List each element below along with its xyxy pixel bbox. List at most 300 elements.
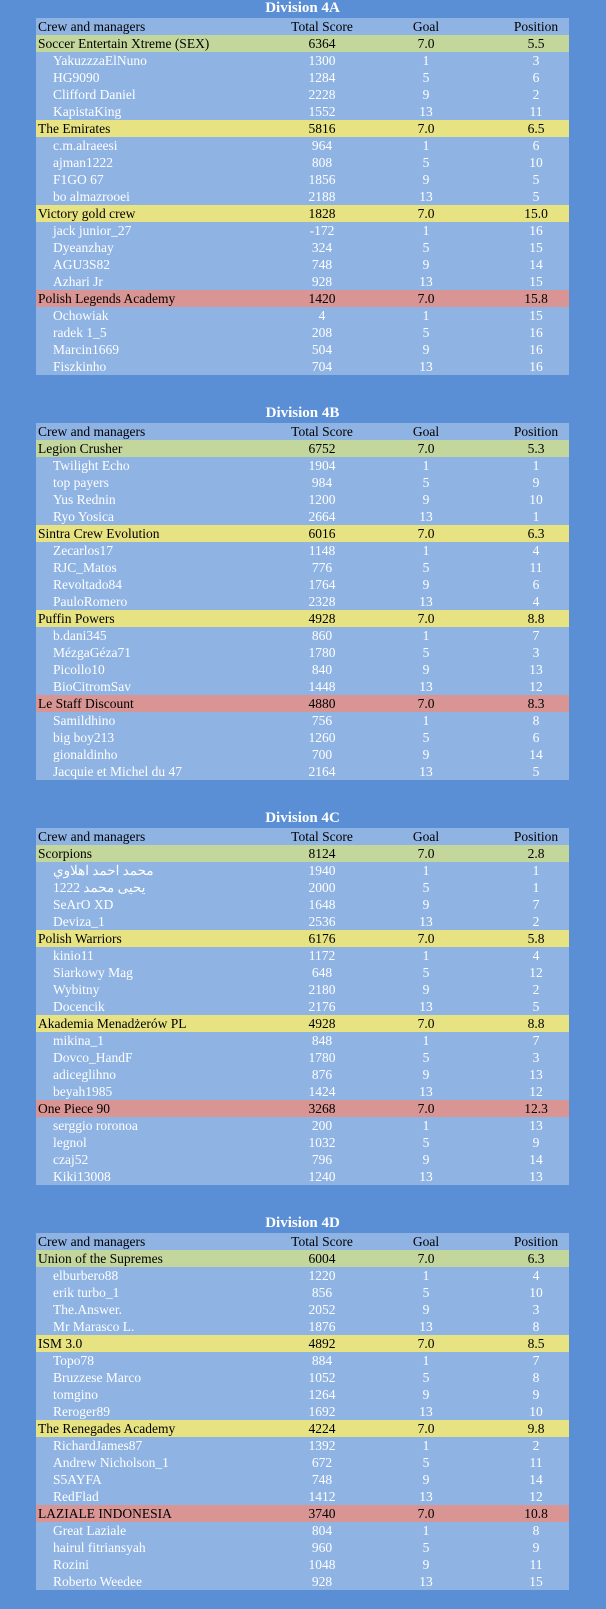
player-goal: 13 (419, 679, 433, 694)
player-row (36, 678, 569, 695)
team-score: 4928 (308, 611, 336, 626)
division-title: Division 4D (265, 1215, 340, 1231)
player-goal: 13 (419, 359, 433, 374)
header-name: Crew and managers (38, 1234, 146, 1249)
player-name: Ryo Yosica (53, 509, 114, 524)
team-goal: 7.0 (417, 121, 435, 136)
player-row (36, 307, 569, 324)
player-name: Andrew Nicholson_1 (53, 1455, 169, 1470)
player-name: c.m.alraeesi (53, 138, 118, 153)
header-goal: Goal (412, 424, 440, 439)
player-row (36, 358, 569, 375)
player-goal: 9 (422, 747, 430, 762)
player-position: 16 (529, 359, 543, 374)
player-row (36, 324, 569, 341)
player-row (36, 103, 569, 120)
header-score: Total Score (291, 424, 353, 439)
player-row (36, 542, 569, 559)
player-score: 2328 (308, 594, 336, 609)
player-position: 7 (532, 897, 540, 912)
player-name: Azhari Jr (53, 274, 103, 289)
player-position: 5 (532, 172, 540, 187)
player-position: 10 (529, 1404, 543, 1419)
header-position: Position (513, 1234, 559, 1249)
team-position: 5.3 (527, 441, 545, 456)
player-position: 6 (532, 730, 540, 745)
player-row (36, 1267, 569, 1284)
player-row (36, 896, 569, 913)
player-score: 2228 (308, 87, 336, 102)
player-name: BioCitromSav (53, 679, 132, 694)
player-goal: 1 (422, 138, 430, 153)
player-row (36, 661, 569, 678)
team-name: The Renegades Academy (38, 1421, 176, 1436)
player-position: 14 (529, 257, 543, 272)
player-position: 2 (532, 914, 540, 929)
player-position: 8 (532, 713, 540, 728)
player-goal: 5 (422, 1050, 430, 1065)
team-position: 10.8 (524, 1506, 548, 1521)
player-score: 2052 (308, 1302, 336, 1317)
team-row (36, 1335, 569, 1352)
player-position: 6 (532, 138, 540, 153)
team-position: 9.8 (527, 1421, 545, 1436)
team-name: Akademia Menadżerów PL (38, 1016, 187, 1031)
player-row (36, 508, 569, 525)
player-goal: 1 (422, 1268, 430, 1283)
team-row (36, 440, 569, 457)
player-goal: 13 (419, 1169, 433, 1184)
team-name: Victory gold crew (38, 206, 136, 221)
team-position: 2.8 (527, 846, 545, 861)
player-row (36, 559, 569, 576)
player-goal: 9 (422, 172, 430, 187)
team-name: One Piece 90 (38, 1101, 110, 1116)
division-table (36, 1215, 569, 1590)
player-row (36, 1168, 569, 1185)
player-position: 13 (529, 662, 543, 677)
player-name: Fiszkinho (53, 359, 107, 374)
player-row (36, 1539, 569, 1556)
player-score: 860 (311, 628, 333, 643)
player-goal: 9 (422, 1152, 430, 1167)
player-score: 1200 (308, 492, 336, 507)
player-name: hairul fitriansyah (53, 1540, 146, 1555)
team-row (36, 525, 569, 542)
player-row (36, 1403, 569, 1420)
player-position: 9 (532, 1135, 540, 1150)
player-position: 8 (532, 1370, 540, 1385)
team-goal: 7.0 (417, 36, 435, 51)
player-name: Rozini (53, 1557, 89, 1572)
player-row (36, 627, 569, 644)
header-name: Crew and managers (38, 829, 146, 844)
player-score: 2180 (308, 982, 336, 997)
player-score: 804 (311, 1523, 333, 1538)
player-score: 776 (311, 560, 333, 575)
player-name: Clifford Daniel (53, 87, 136, 102)
player-row (36, 1369, 569, 1386)
player-name: Ochowiak (53, 308, 109, 323)
player-row (36, 1301, 569, 1318)
player-score: 2664 (308, 509, 336, 524)
player-name: Dovco_HandF (53, 1050, 133, 1065)
player-row (36, 947, 569, 964)
player-position: 12 (529, 679, 543, 694)
player-score: 856 (311, 1285, 333, 1300)
player-name: adiceglihno (53, 1067, 116, 1082)
header-score: Total Score (291, 19, 353, 34)
player-name: mikina_1 (53, 1033, 104, 1048)
player-name: Siarkowy Mag (53, 965, 133, 980)
player-goal: 5 (422, 325, 430, 340)
player-position: 16 (529, 223, 543, 238)
player-goal: 9 (422, 662, 430, 677)
player-score: 208 (311, 325, 333, 340)
player-position: 14 (529, 1152, 543, 1167)
player-goal: 9 (422, 1387, 430, 1402)
player-position: 4 (532, 1268, 540, 1283)
division-title: Division 4B (265, 405, 340, 421)
player-row (36, 576, 569, 593)
player-goal: 9 (422, 897, 430, 912)
player-goal: 1 (422, 458, 430, 473)
player-score: 1300 (308, 53, 336, 68)
player-name: Zecarlos17 (53, 543, 113, 558)
player-goal: 1 (422, 1438, 430, 1453)
team-name: Polish Legends Academy (38, 291, 176, 306)
header-goal: Goal (412, 1234, 440, 1249)
player-goal: 5 (422, 560, 430, 575)
player-name: bo almazrooei (53, 189, 130, 204)
player-goal: 5 (422, 1455, 430, 1470)
team-score: 6016 (308, 526, 336, 541)
player-name: b.dani345 (53, 628, 107, 643)
player-goal: 1 (422, 948, 430, 963)
player-row (36, 222, 569, 239)
player-position: 7 (532, 1353, 540, 1368)
team-row (36, 1505, 569, 1522)
player-score: 960 (311, 1540, 333, 1555)
player-goal: 5 (422, 70, 430, 85)
player-row (36, 1117, 569, 1134)
player-score: 1392 (308, 1438, 336, 1453)
player-position: 6 (532, 577, 540, 592)
team-goal: 7.0 (417, 1506, 435, 1521)
player-score: 1552 (308, 104, 336, 119)
player-position: 5 (532, 764, 540, 779)
player-row (36, 746, 569, 763)
player-row (36, 1573, 569, 1590)
team-goal: 7.0 (417, 526, 435, 541)
player-name: KapistaKing (53, 104, 122, 119)
player-score: 1424 (308, 1084, 336, 1099)
player-goal: 13 (419, 1319, 433, 1334)
player-position: 1 (532, 509, 540, 524)
player-position: 16 (529, 342, 543, 357)
player-score: 1780 (308, 1050, 336, 1065)
player-score: 1220 (308, 1268, 336, 1283)
player-goal: 9 (422, 1557, 430, 1572)
player-name: tomgino (53, 1387, 99, 1402)
player-goal: 13 (419, 594, 433, 609)
player-score: 1856 (308, 172, 336, 187)
team-row (36, 845, 569, 862)
player-position: 3 (532, 1050, 540, 1065)
player-position: 10 (529, 492, 543, 507)
player-name: gionaldinho (53, 747, 118, 762)
player-score: 2188 (308, 189, 336, 204)
player-name: Samildhino (53, 713, 116, 728)
player-position: 11 (529, 560, 543, 575)
team-goal: 7.0 (417, 931, 435, 946)
team-score: 4224 (308, 1421, 336, 1436)
table-header (36, 828, 569, 845)
player-row (36, 1151, 569, 1168)
player-row (36, 52, 569, 69)
player-name: kinio11 (53, 948, 94, 963)
player-row (36, 1066, 569, 1083)
player-score: 876 (311, 1067, 333, 1082)
player-row (36, 491, 569, 508)
player-position: 15 (529, 308, 543, 323)
player-position: 11 (529, 1455, 543, 1470)
player-name: top payers (53, 475, 109, 490)
player-name: Yus Rednin (53, 492, 116, 507)
player-position: 11 (529, 104, 543, 119)
player-row (36, 1454, 569, 1471)
player-goal: 13 (419, 764, 433, 779)
player-score: 704 (311, 359, 333, 374)
team-row (36, 930, 569, 947)
team-goal: 7.0 (417, 206, 435, 221)
team-score: 1828 (308, 206, 336, 221)
player-row (36, 729, 569, 746)
player-score: -172 (309, 223, 335, 238)
team-score: 8124 (308, 846, 336, 861)
player-name: radek 1_5 (53, 325, 107, 340)
header-goal: Goal (412, 829, 440, 844)
player-position: 3 (532, 1302, 540, 1317)
player-goal: 9 (422, 1067, 430, 1082)
team-name: The Emirates (38, 121, 111, 136)
team-row (36, 290, 569, 307)
player-position: 8 (532, 1523, 540, 1538)
player-goal: 13 (419, 999, 433, 1014)
header-position: Position (513, 829, 559, 844)
team-goal: 7.0 (417, 1101, 435, 1116)
player-row (36, 763, 569, 780)
division-title: Division 4A (265, 0, 340, 16)
player-goal: 5 (422, 730, 430, 745)
player-goal: 1 (422, 223, 430, 238)
player-goal: 13 (419, 1084, 433, 1099)
player-goal: 5 (422, 1370, 430, 1385)
team-goal: 7.0 (417, 696, 435, 711)
player-score: 984 (311, 475, 333, 490)
player-score: 1764 (308, 577, 336, 592)
player-row (36, 913, 569, 930)
player-row (36, 1471, 569, 1488)
header-position: Position (513, 19, 559, 34)
player-position: 15 (529, 274, 543, 289)
team-score: 6364 (308, 36, 336, 51)
team-score: 6752 (308, 441, 336, 456)
player-row (36, 1386, 569, 1403)
division-title: Division 4C (265, 810, 340, 826)
team-position: 12.3 (524, 1101, 548, 1116)
team-name: Union of the Supremes (38, 1251, 163, 1266)
player-position: 9 (532, 475, 540, 490)
player-row (36, 137, 569, 154)
player-position: 2 (532, 1438, 540, 1453)
team-row (36, 1420, 569, 1437)
player-score: 848 (311, 1033, 333, 1048)
team-name: Le Staff Discount (38, 696, 134, 711)
player-goal: 13 (419, 104, 433, 119)
player-position: 10 (529, 1285, 543, 1300)
player-score: 748 (311, 1472, 333, 1487)
player-position: 3 (532, 53, 540, 68)
player-score: 1904 (308, 458, 336, 473)
team-name: Soccer Entertain Xtreme (SEX) (38, 36, 210, 51)
player-position: 6 (532, 70, 540, 85)
player-score: 1264 (308, 1387, 336, 1402)
player-goal: 1 (422, 1033, 430, 1048)
player-score: 2000 (308, 880, 336, 895)
player-name: SeArO XD (53, 897, 114, 912)
team-name: Scorpions (38, 846, 92, 861)
player-row (36, 86, 569, 103)
player-row (36, 998, 569, 1015)
player-name: erik turbo_1 (53, 1285, 120, 1300)
player-score: 1648 (308, 897, 336, 912)
player-name: The.Answer. (53, 1302, 122, 1317)
player-row (36, 1318, 569, 1335)
division-table (36, 0, 569, 375)
player-goal: 9 (422, 982, 430, 997)
player-name: ajman1222 (53, 155, 113, 170)
player-row (36, 474, 569, 491)
player-score: 1032 (308, 1135, 336, 1150)
player-row (36, 879, 569, 896)
player-score: 796 (311, 1152, 333, 1167)
team-goal: 7.0 (417, 1251, 435, 1266)
player-position: 1 (532, 863, 540, 878)
player-score: 1692 (308, 1404, 336, 1419)
player-score: 1260 (308, 730, 336, 745)
player-position: 15 (529, 1574, 543, 1589)
player-position: 7 (532, 1033, 540, 1048)
player-name: czaj52 (53, 1152, 89, 1167)
team-goal: 7.0 (417, 846, 435, 861)
player-score: 808 (311, 155, 333, 170)
player-goal: 9 (422, 87, 430, 102)
player-name: legnol (53, 1135, 87, 1150)
team-position: 8.8 (527, 611, 545, 626)
team-row (36, 35, 569, 52)
player-row (36, 1556, 569, 1573)
player-goal: 5 (422, 1135, 430, 1150)
player-name: Twilight Echo (53, 458, 130, 473)
player-name: RichardJames87 (53, 1438, 143, 1453)
player-name: Docencik (53, 999, 105, 1014)
player-score: 1940 (308, 863, 336, 878)
player-goal: 1 (422, 628, 430, 643)
player-position: 14 (529, 1472, 543, 1487)
player-position: 12 (529, 1084, 543, 1099)
team-position: 15.0 (524, 206, 548, 221)
player-name: MézgaGéza71 (53, 645, 131, 660)
team-row (36, 120, 569, 137)
team-score: 3268 (308, 1101, 336, 1116)
player-score: 1448 (308, 679, 336, 694)
team-position: 6.3 (527, 526, 545, 541)
player-position: 10 (529, 155, 543, 170)
player-position: 16 (529, 325, 543, 340)
player-name: Great Laziale (53, 1523, 127, 1538)
player-row (36, 1049, 569, 1066)
player-score: 324 (311, 240, 333, 255)
player-name: S5AYFA (53, 1472, 102, 1487)
player-position: 11 (529, 1557, 543, 1572)
team-row (36, 205, 569, 222)
player-goal: 5 (422, 155, 430, 170)
player-row (36, 1488, 569, 1505)
player-row (36, 964, 569, 981)
player-name: HG9090 (53, 70, 100, 85)
player-name: jack junior_27 (53, 223, 132, 238)
player-goal: 13 (419, 1404, 433, 1419)
player-name: RedFlad (53, 1489, 99, 1504)
team-position: 6.3 (527, 1251, 545, 1266)
player-score: 1240 (308, 1169, 336, 1184)
player-goal: 1 (422, 1523, 430, 1538)
header-name: Crew and managers (38, 424, 146, 439)
player-score: 504 (311, 342, 333, 357)
player-row (36, 712, 569, 729)
player-name: PauloRomero (53, 594, 128, 609)
table-header (36, 1233, 569, 1250)
team-name: Puffin Powers (38, 611, 115, 626)
player-score: 2536 (308, 914, 336, 929)
player-goal: 9 (422, 1472, 430, 1487)
player-position: 12 (529, 1489, 543, 1504)
player-name: big boy213 (53, 730, 115, 745)
player-score: 748 (311, 257, 333, 272)
player-goal: 5 (422, 880, 430, 895)
player-position: 14 (529, 747, 543, 762)
player-position: 9 (532, 1387, 540, 1402)
player-position: 1 (532, 458, 540, 473)
team-name: Polish Warriors (38, 931, 122, 946)
player-position: 15 (529, 240, 543, 255)
table-header (36, 18, 569, 35)
player-name: elburbero88 (53, 1268, 119, 1283)
player-row (36, 273, 569, 290)
player-goal: 13 (419, 189, 433, 204)
player-goal: 1 (422, 1118, 430, 1133)
division-table (36, 405, 569, 780)
player-row (36, 644, 569, 661)
player-goal: 1 (422, 1353, 430, 1368)
player-name: Bruzzese Marco (53, 1370, 142, 1385)
player-position: 2 (532, 87, 540, 102)
player-goal: 1 (422, 863, 430, 878)
player-name: Marcin1669 (53, 342, 119, 357)
player-score: 1148 (308, 543, 336, 558)
player-name: محمد احمد اهلاوي (53, 863, 154, 878)
